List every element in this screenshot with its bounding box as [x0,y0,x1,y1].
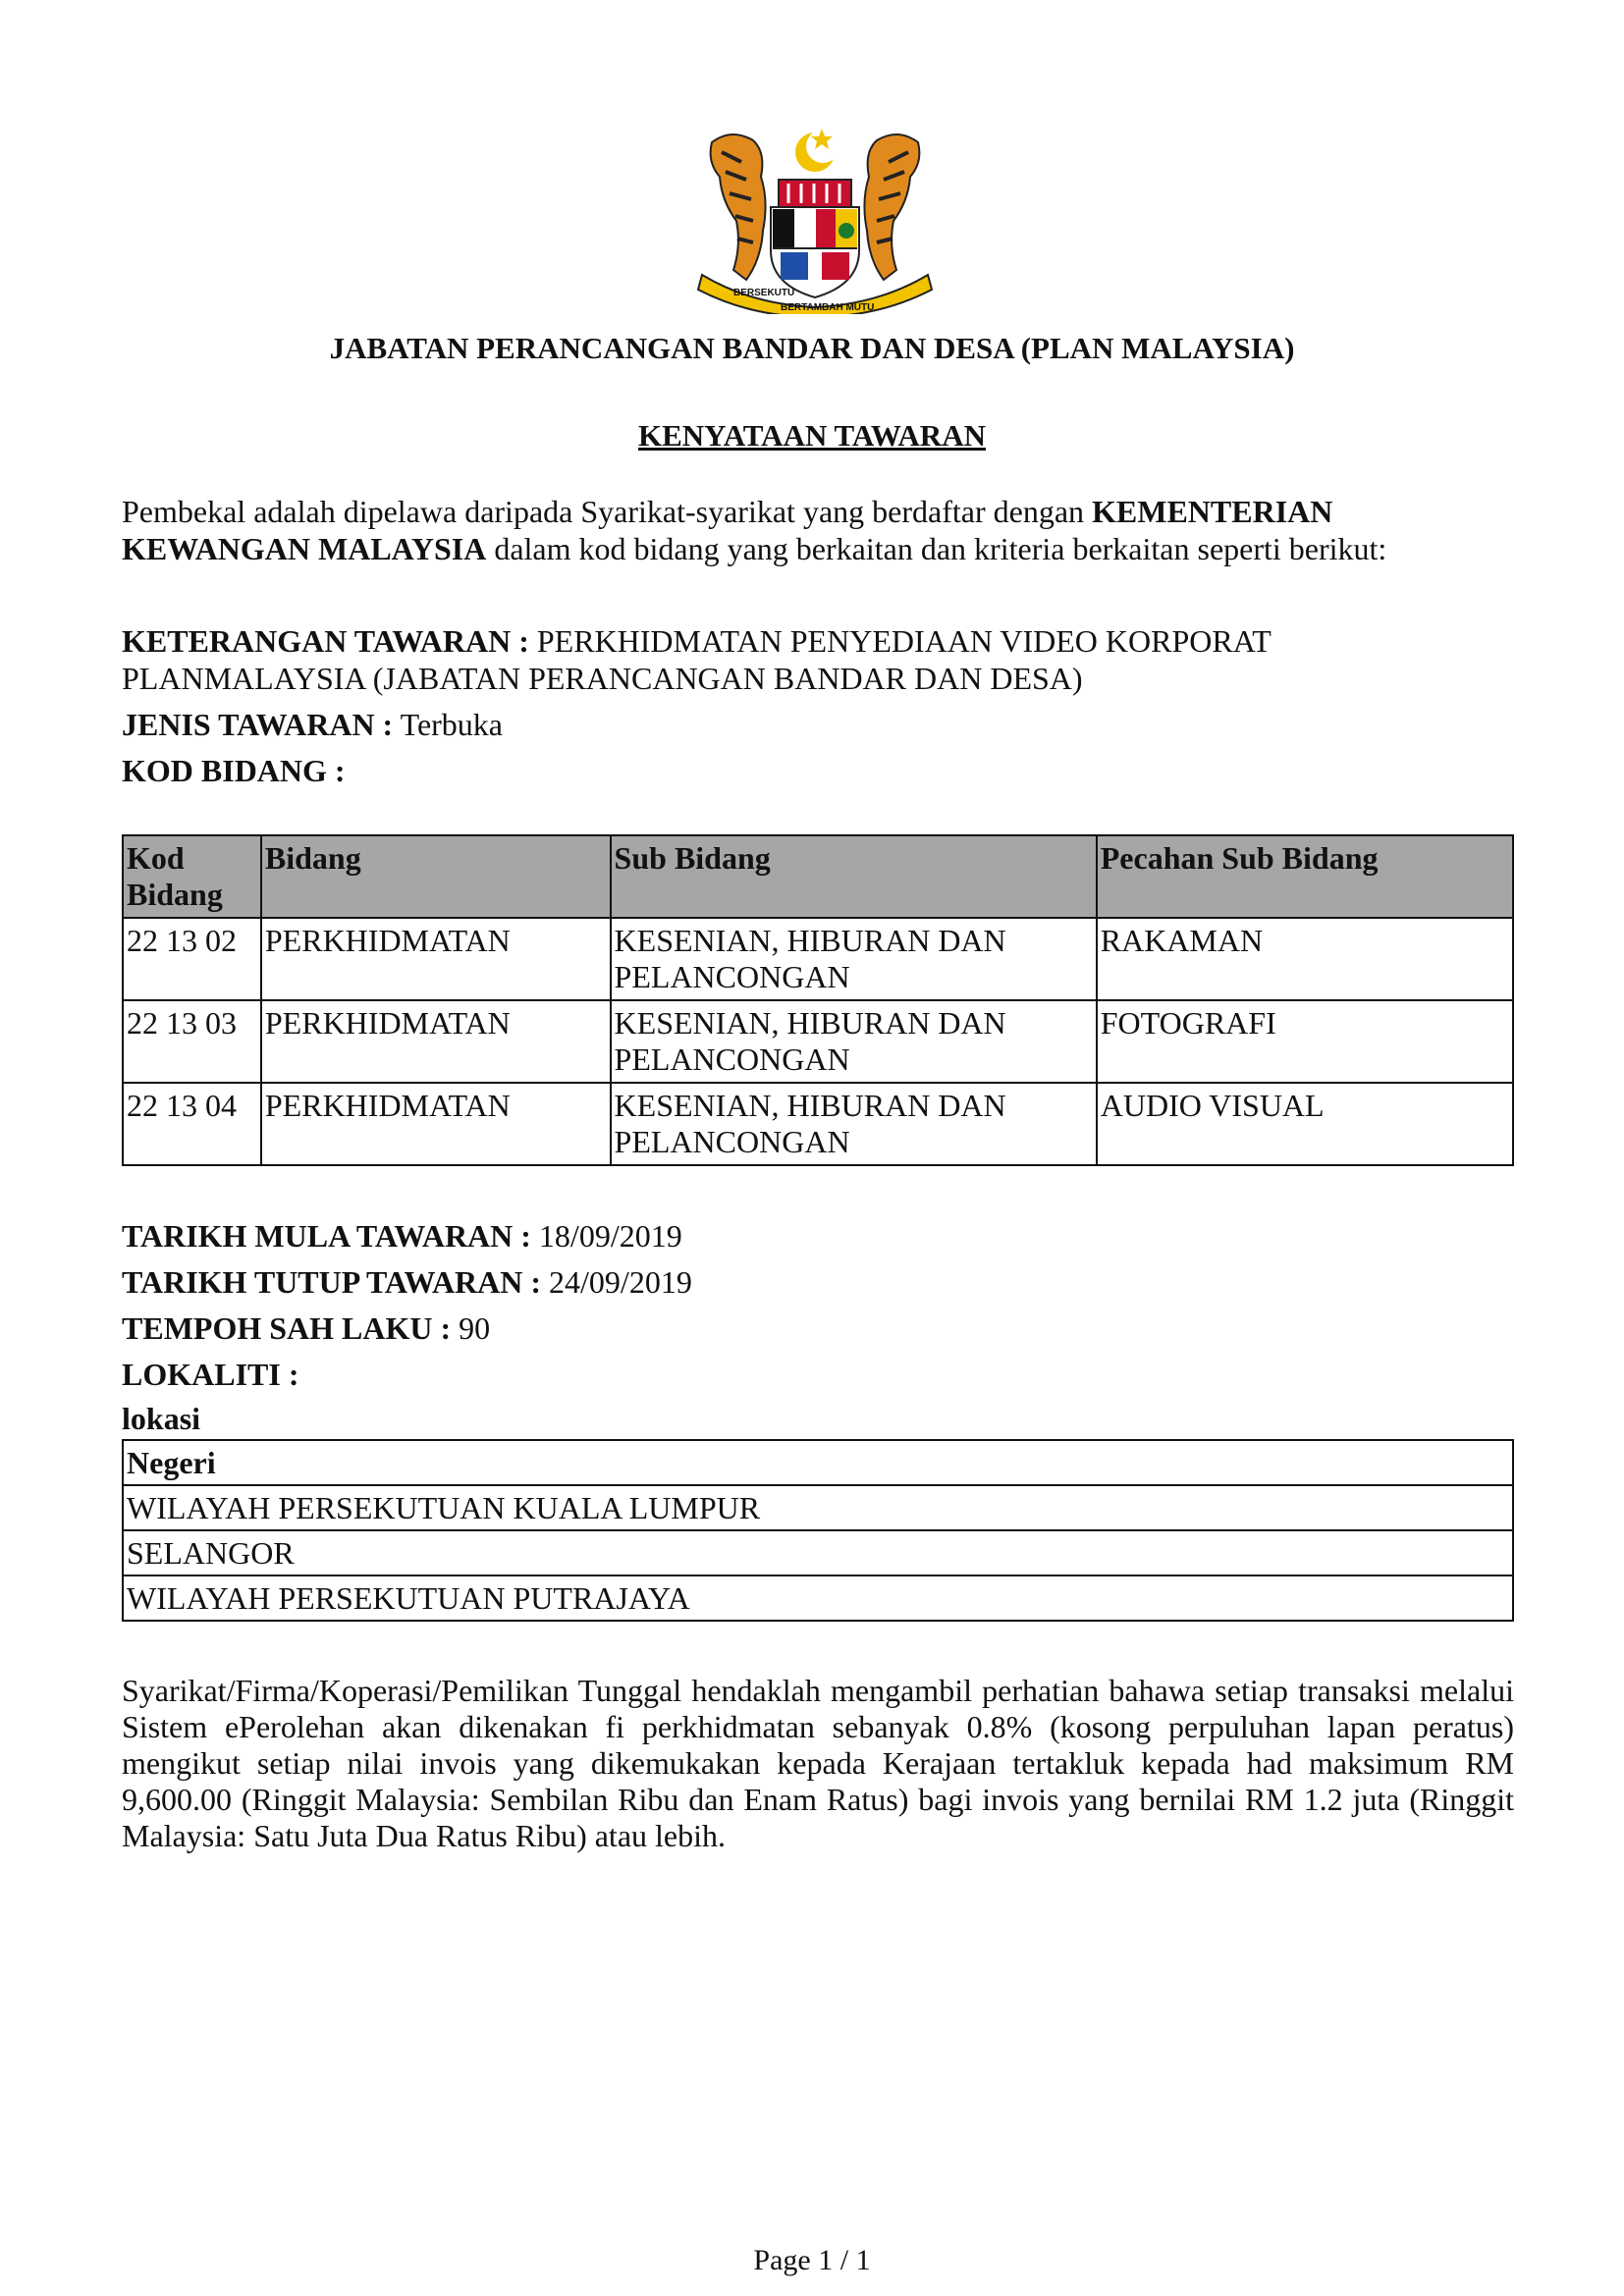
cell-negeri: SELANGOR [123,1530,1513,1575]
cell-kod: 22 13 03 [123,1000,261,1083]
table-row [123,1575,1513,1621]
cell-sub-bidang: KESENIAN, HIBURAN DAN PELANCONGAN [611,1000,1097,1083]
col-header-kod-bidang: Kod Bidang [123,835,261,918]
cell-bidang: PERKHIDMATAN [261,918,611,1000]
cell-pecahan: RAKAMAN [1097,918,1513,1000]
table-row [123,918,1513,1000]
lokaliti-label: LOKALITI : [122,1357,299,1392]
cell-pecahan: AUDIO VISUAL [1097,1083,1513,1165]
tarikh-mula-value: 18/09/2019 [530,1218,682,1254]
location-header-row [123,1440,1513,1485]
tarikh-tutup-label: TARIKH TUTUP TAWARAN : [122,1264,542,1300]
cell-sub-bidang: KESENIAN, HIBURAN DAN PELANCONGAN [611,918,1097,1000]
col-header-pecahan: Pecahan Sub Bidang [1097,835,1513,918]
document-title: KENYATAAN TAWARAN [638,418,986,453]
cell-pecahan: FOTOGRAFI [1097,1000,1513,1083]
jenis-value: Terbuka [393,707,503,742]
location-table [122,1439,1514,1622]
intro-paragraph [122,493,1516,567]
kod-bidang-label: KOD BIDANG : [122,753,346,788]
intro-text-part2: dalam kod bidang yang berkaitan dan kriteria berkaitan seperti berikut: [486,531,1387,566]
cell-negeri: WILAYAH PERSEKUTUAN PUTRAJAYA [123,1575,1513,1621]
kod-bidang-table [122,834,1514,1166]
tarikh-tutup-value: 24/09/2019 [541,1264,692,1300]
intro-text-part1: Pembekal adalah dipelawa daripada Syarikat-syarikat yang berdaftar dengan [122,494,1093,529]
col-header-negeri: Negeri [123,1440,1513,1485]
table-row [123,1530,1513,1575]
cell-kod: 22 13 04 [123,1083,261,1165]
lokasi-label: lokasi [122,1401,201,1436]
table-row [123,1485,1513,1530]
page-number: Page 1 / 1 [753,2244,871,2276]
intro-ministry: KEMENTERIAN KEWANGAN MALAYSIA [122,494,1333,566]
crest-motto-center: BERTAMBAH MUTU [781,302,875,313]
table-row [123,1083,1513,1165]
field-tarikh-tutup [122,1263,692,1301]
coat-of-arms-icon [692,123,938,314]
coat-of-arms [692,123,938,314]
crest-motto-left: BERSEKUTU [733,288,795,298]
field-jenis [122,706,503,743]
service-fee-notice: Syarikat/Firma/Koperasi/Pemilikan Tunggal hendaklah mengambil perhatian bahawa setiap transaksi melalui Sistem ePerolehan akan dikenakan fi perkhidmatan sebanyak 0.8% (kosong perpuluhan lapan peratus) mengikut setiap nilai invois yang dikemukakan kepada Kerajaan tertakluk kepada had maksimum RM 9,600.00 (Ringgit Malaysia: Sembilan Ribu dan Enam Ratus) bagi invois yang bernilai RM 1.2 juta (Ringgit Malaysia: Satu Juta Dua Ratus Ribu) atau lebih. [122,1673,1514,1853]
tempoh-label: TEMPOH SAH LAKU : [122,1310,452,1346]
organization-title: JABATAN PERANCANGAN BANDAR DAN DESA (PLAN MALAYSIA) [329,331,1295,365]
keterangan-value: PERKHIDMATAN PENYEDIAAN VIDEO KORPORAT PLANMALAYSIA (JABATAN PERANCANGAN BANDAR DAN DESA) [122,623,1272,696]
field-tempoh [122,1309,490,1347]
cell-sub-bidang: KESENIAN, HIBURAN DAN PELANCONGAN [611,1083,1097,1165]
jenis-label: JENIS TAWARAN : [122,707,394,742]
keterangan-label: KETERANGAN TAWARAN : [122,623,529,659]
cell-bidang: PERKHIDMATAN [261,1000,611,1083]
tempoh-value: 90 [451,1310,491,1346]
table-row [123,1000,1513,1083]
tarikh-mula-label: TARIKH MULA TAWARAN : [122,1218,531,1254]
field-kod-bidang [122,752,346,789]
field-lokaliti [122,1356,298,1393]
kod-table-header-row [123,835,1513,918]
col-header-sub-bidang: Sub Bidang [611,835,1097,918]
field-tarikh-mula [122,1217,682,1255]
col-header-bidang: Bidang [261,835,611,918]
cell-negeri: WILAYAH PERSEKUTUAN KUALA LUMPUR [123,1485,1513,1530]
cell-bidang: PERKHIDMATAN [261,1083,611,1165]
field-keterangan [122,622,1516,697]
cell-kod: 22 13 02 [123,918,261,1000]
